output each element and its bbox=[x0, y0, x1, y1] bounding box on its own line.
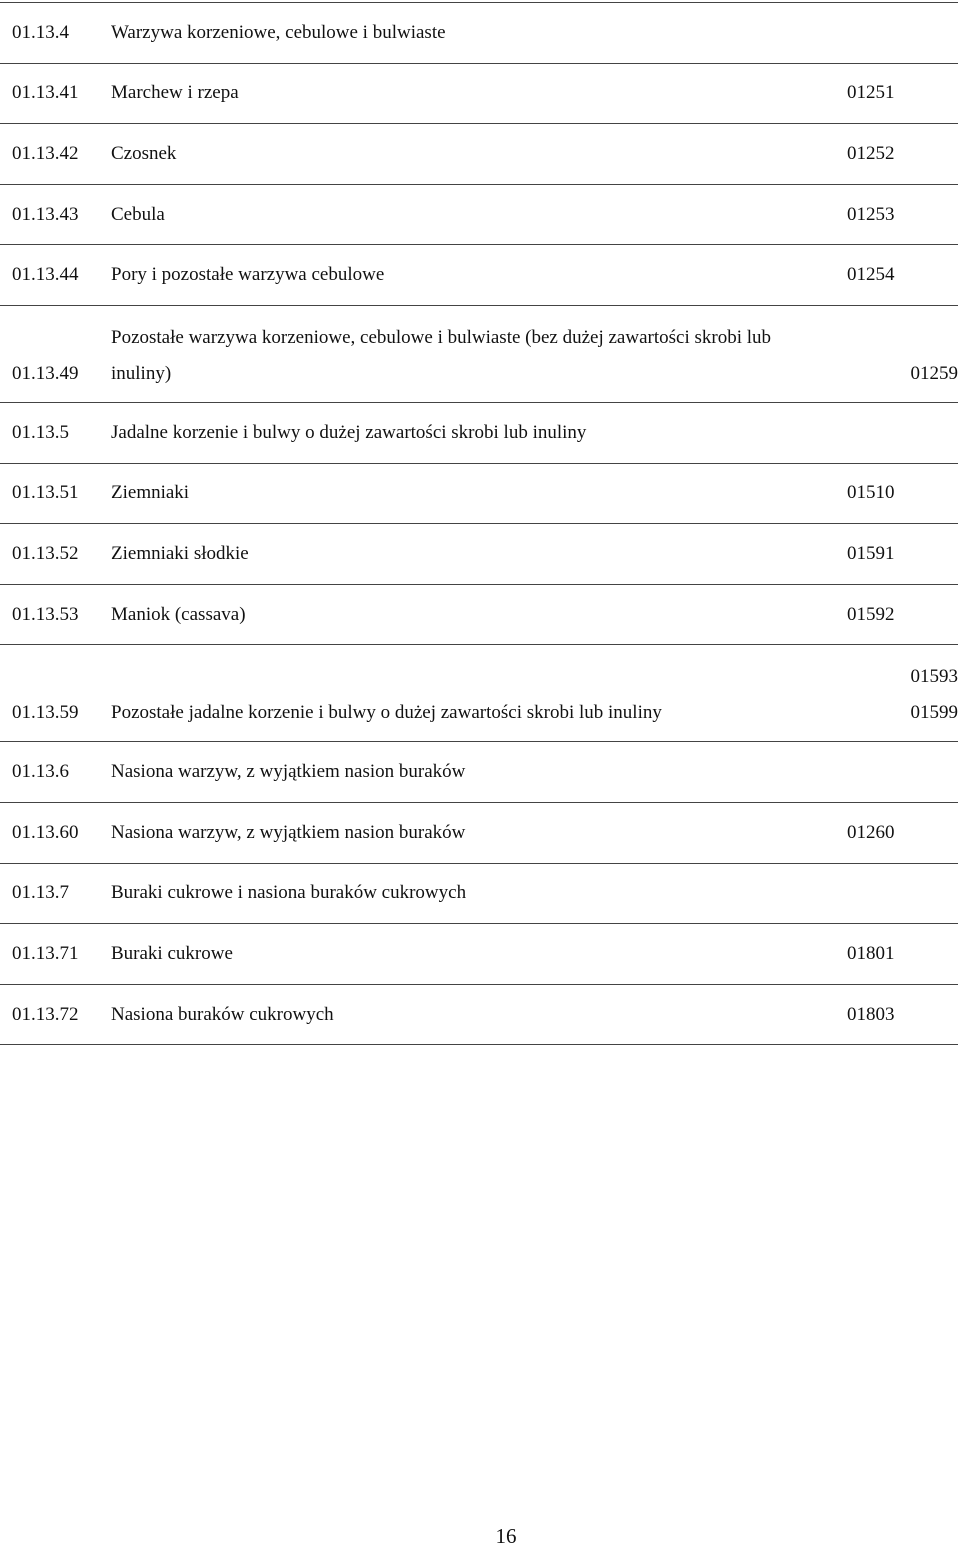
row-cpa-code: 01803 bbox=[847, 1003, 895, 1025]
row-cpa-code bbox=[835, 403, 958, 463]
row-code: 01.13.51 bbox=[12, 482, 79, 504]
row-name: Ziemniaki słodkie bbox=[111, 542, 249, 564]
row-name: Czosnek bbox=[111, 142, 177, 164]
row-cpa-code: 01259 bbox=[910, 362, 958, 384]
row-name: Jadalne korzenie i bulwy o dużej zawartości skrobi lub inuliny bbox=[111, 421, 587, 443]
row-name: Pory i pozostałe warzywa cebulowe bbox=[111, 264, 385, 286]
row-cpa-code: 01254 bbox=[847, 264, 895, 286]
row-cpa-code: 01253 bbox=[847, 203, 895, 225]
row-name: Ziemniaki bbox=[111, 482, 190, 504]
row-name: Cebula bbox=[111, 203, 165, 225]
row-name bbox=[100, 306, 835, 402]
row-code: 01.13.4 bbox=[12, 21, 69, 43]
table-row bbox=[0, 524, 958, 585]
row-code: 01.13.43 bbox=[12, 203, 79, 225]
row-code: 01.13.41 bbox=[12, 82, 79, 104]
row-cpa-codes bbox=[835, 645, 958, 741]
row-code: 01.13.49 bbox=[12, 362, 79, 384]
table-row bbox=[0, 124, 958, 185]
row-code: 01.13.72 bbox=[12, 1003, 79, 1025]
row-cpa-code bbox=[835, 3, 958, 63]
row-cpa-code: 01801 bbox=[847, 942, 895, 964]
row-name: Warzywa korzeniowe, cebulowe i bulwiaste bbox=[111, 21, 446, 43]
row-code: 01.13.6 bbox=[12, 761, 69, 783]
table-row bbox=[0, 864, 958, 925]
row-cpa-code: 01510 bbox=[847, 482, 895, 504]
table-row bbox=[0, 306, 958, 403]
table-row bbox=[0, 985, 958, 1046]
row-code: 01.13.44 bbox=[12, 264, 79, 286]
row-name-text: Pozostałe warzywa korzeniowe, cebulowe i bulwiaste (bez dużej zawartości skrobi lub inuliny) bbox=[111, 326, 772, 384]
table-row bbox=[0, 803, 958, 864]
table-row bbox=[0, 64, 958, 125]
row-code: 01.13.7 bbox=[12, 882, 69, 904]
table-row bbox=[0, 645, 958, 742]
row-code: 01.13.71 bbox=[12, 942, 79, 964]
row-cpa-code: 01251 bbox=[847, 82, 895, 104]
row-name: Nasiona buraków cukrowych bbox=[111, 1003, 334, 1025]
row-cpa-code: 01260 bbox=[847, 821, 895, 843]
table-row bbox=[0, 245, 958, 306]
row-code: 01.13.59 bbox=[12, 702, 79, 724]
table-row bbox=[0, 585, 958, 646]
row-code: 01.13.53 bbox=[12, 603, 79, 625]
table-row bbox=[0, 924, 958, 985]
row-cpa-code-second: 01599 bbox=[910, 702, 958, 724]
table-row bbox=[0, 742, 958, 803]
row-name: Nasiona warzyw, z wyjątkiem nasion buraków bbox=[111, 761, 466, 783]
table-row bbox=[0, 464, 958, 525]
row-cpa-code bbox=[835, 742, 958, 802]
row-code: 01.13.60 bbox=[12, 821, 79, 843]
row-cpa-code: 01252 bbox=[847, 142, 895, 164]
row-code: 01.13.52 bbox=[12, 542, 79, 564]
page-number: 16 bbox=[495, 1524, 517, 1548]
table-row bbox=[0, 185, 958, 246]
row-name: Nasiona warzyw, z wyjątkiem nasion buraków bbox=[111, 821, 466, 843]
classification-table bbox=[0, 2, 958, 1045]
row-cpa-code: 01593 bbox=[910, 666, 958, 688]
row-cpa-code: 01591 bbox=[847, 542, 895, 564]
row-name: Pozostałe jadalne korzenie i bulwy o dużej zawartości skrobi lub inuliny bbox=[111, 702, 662, 724]
row-name: Marchew i rzepa bbox=[111, 82, 239, 104]
row-code: 01.13.42 bbox=[12, 142, 79, 164]
row-code: 01.13.5 bbox=[12, 421, 69, 443]
row-cpa-code bbox=[835, 864, 958, 924]
row-cpa-code: 01592 bbox=[847, 603, 895, 625]
table-row bbox=[0, 3, 958, 64]
row-name: Maniok (cassava) bbox=[111, 603, 246, 625]
row-name: Buraki cukrowe i nasiona buraków cukrowych bbox=[111, 882, 467, 904]
row-name: Buraki cukrowe bbox=[111, 942, 233, 964]
table-row bbox=[0, 403, 958, 464]
